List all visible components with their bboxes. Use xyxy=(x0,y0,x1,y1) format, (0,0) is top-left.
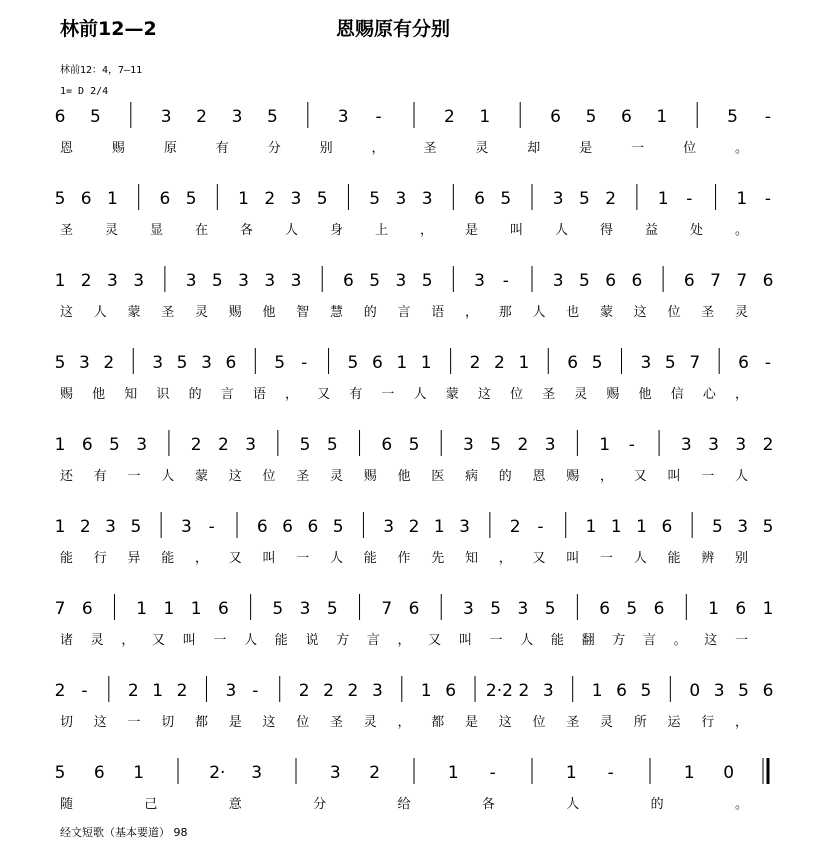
note: 3 xyxy=(160,107,172,127)
note: 5 xyxy=(738,681,750,701)
note: 3 xyxy=(181,517,192,537)
note: 1 xyxy=(599,435,611,455)
note: 1 xyxy=(163,599,175,619)
note: 5 xyxy=(316,189,328,209)
note: 3 xyxy=(337,107,349,127)
note: 1 xyxy=(447,763,459,783)
note: 5 xyxy=(272,599,284,619)
note: 7 xyxy=(54,599,66,619)
note: 6 xyxy=(93,763,105,783)
lyrics-line: 恩赐原有分别，圣灵却是一位。 xyxy=(60,141,748,156)
note: 3 xyxy=(640,353,652,373)
note: 3 xyxy=(544,435,556,455)
note: 2 xyxy=(103,353,115,373)
note: 3 xyxy=(290,271,302,291)
note: 1 xyxy=(479,107,491,127)
note: 1 xyxy=(585,517,597,537)
note: 2· xyxy=(209,763,226,783)
note: 6 xyxy=(343,271,354,291)
note: 5 xyxy=(640,681,652,701)
note: 5 xyxy=(332,517,344,537)
note: - xyxy=(764,107,772,127)
note: 2 xyxy=(79,517,91,537)
note: 2 xyxy=(127,681,139,701)
note: 3 xyxy=(383,517,395,537)
score-line xyxy=(55,676,774,730)
note: 2 xyxy=(298,681,310,701)
note: 1 xyxy=(190,599,202,619)
note: 6 xyxy=(631,271,643,291)
note: 5 xyxy=(712,517,723,537)
score-line xyxy=(55,758,768,812)
note: 3 xyxy=(78,353,90,373)
note: 6 xyxy=(225,353,237,373)
note: 1 xyxy=(565,763,577,783)
note: 5 xyxy=(89,107,101,127)
note: 2 xyxy=(347,681,359,701)
note: 3 xyxy=(231,107,243,127)
note: 3 xyxy=(680,435,692,455)
note: 1 xyxy=(656,107,668,127)
note: 3 xyxy=(225,681,237,701)
note: 5 xyxy=(591,353,603,373)
note: 6 xyxy=(445,681,457,701)
note: 6 xyxy=(81,435,93,455)
note: 5 xyxy=(54,189,66,209)
note: 6 xyxy=(616,681,627,701)
note: 2 xyxy=(517,435,529,455)
note: - xyxy=(301,353,308,373)
score-line xyxy=(55,512,774,566)
note: - xyxy=(764,189,772,209)
note: 5 xyxy=(274,353,286,373)
note: 5 xyxy=(211,271,223,291)
note: - xyxy=(375,107,382,127)
note: 5 xyxy=(176,353,188,373)
score-line xyxy=(55,430,774,484)
note: - xyxy=(502,271,509,291)
note: 2 xyxy=(369,763,381,783)
note: 3 xyxy=(371,681,383,701)
note: 5 xyxy=(326,599,338,619)
song-reference-title: 林前12—2 xyxy=(60,18,157,40)
note: 6 xyxy=(599,599,611,619)
note: 3 xyxy=(107,271,118,291)
note: 1 xyxy=(238,189,249,209)
note: 3 xyxy=(105,517,116,537)
note: - xyxy=(628,435,635,455)
note: 3 xyxy=(299,599,311,619)
note: 5 xyxy=(490,435,502,455)
note: 2 xyxy=(762,435,774,455)
lyrics-line: 还有一人蒙这位圣灵赐他医病的恩赐，又叫一人 xyxy=(60,469,748,484)
note: 3 xyxy=(185,271,197,291)
note: 1 xyxy=(591,681,603,701)
note: 3 xyxy=(735,435,747,455)
note: 5 xyxy=(421,271,433,291)
note: 5 xyxy=(762,517,774,537)
note: 5 xyxy=(54,763,66,783)
scripture-reference: 林前12：4，7—11 xyxy=(60,65,143,76)
note: 5 xyxy=(579,189,590,209)
note: 5 xyxy=(326,435,338,455)
note: 0 xyxy=(723,763,735,783)
note: 5 xyxy=(299,435,311,455)
note: 2·2 xyxy=(485,681,513,701)
note: - xyxy=(489,763,496,783)
note: 6 xyxy=(762,271,774,291)
note: 2 xyxy=(443,107,455,127)
note: 1 xyxy=(54,517,66,537)
score-line xyxy=(55,594,774,648)
note: 1 xyxy=(736,189,748,209)
note: 3 xyxy=(463,435,474,455)
note: 3 xyxy=(264,271,276,291)
score-line xyxy=(55,184,771,238)
note: 1 xyxy=(54,271,66,291)
note: 2 xyxy=(509,517,521,537)
note: 1 xyxy=(133,763,145,783)
note: 7 xyxy=(381,599,393,619)
note: 1 xyxy=(107,189,118,209)
note: 6 xyxy=(605,271,617,291)
note: - xyxy=(208,517,215,537)
note: 6 xyxy=(371,353,383,373)
note: 3 xyxy=(713,681,725,701)
page-footer: 经文短歌（基本要道） 98 xyxy=(60,826,188,839)
note: 3 xyxy=(708,435,719,455)
note: - xyxy=(686,189,693,209)
note: 5 xyxy=(266,107,278,127)
note: 5 xyxy=(585,107,597,127)
note: 2 xyxy=(190,435,202,455)
lyrics-line: 诸灵，又叫一人能说方言，又叫一人能翻方言。这一 xyxy=(60,633,749,648)
note: 3 xyxy=(517,599,529,619)
note: 1 xyxy=(610,517,622,537)
note: 6 xyxy=(620,107,632,127)
note: 5 xyxy=(369,189,381,209)
note: 3 xyxy=(329,763,341,783)
note: 6 xyxy=(661,517,673,537)
note: 5 xyxy=(54,353,66,373)
note: 6 xyxy=(81,599,93,619)
note: 2 xyxy=(494,353,505,373)
note: 5 xyxy=(664,353,676,373)
lyrics-line: 随己意分给各人的。 xyxy=(60,797,748,812)
note: 3 xyxy=(737,517,749,537)
note: 6 xyxy=(408,599,420,619)
note: 2 xyxy=(323,681,334,701)
note: 6 xyxy=(683,271,695,291)
note: 5 xyxy=(500,189,512,209)
note: 3 xyxy=(395,189,407,209)
note: 1 xyxy=(636,517,647,537)
note: - xyxy=(252,681,259,701)
note: 3 xyxy=(542,681,554,701)
note: 6 xyxy=(54,107,66,127)
note: 2 xyxy=(264,189,276,209)
note: 5 xyxy=(544,599,556,619)
note: 6 xyxy=(550,107,562,127)
note: 3 xyxy=(552,271,564,291)
note: 5 xyxy=(490,599,502,619)
key-signature: 1= D 2/4 xyxy=(60,86,109,97)
note: 6 xyxy=(738,353,750,373)
note: 3 xyxy=(238,271,249,291)
note: 5 xyxy=(185,189,197,209)
note: - xyxy=(764,353,772,373)
note: 2 xyxy=(518,681,530,701)
note: 3 xyxy=(552,189,564,209)
note: 7 xyxy=(689,353,701,373)
note: 2 xyxy=(80,271,92,291)
note: 2 xyxy=(217,435,229,455)
note: 3 xyxy=(152,353,164,373)
lyrics-line: 圣灵显在各人身上，是叫人得益处。 xyxy=(60,223,748,238)
note: 7 xyxy=(710,271,721,291)
note: 1 xyxy=(657,189,669,209)
lyrics-line: 切这一切都是这位圣灵，都是这位圣灵所运行， xyxy=(60,715,748,730)
note: 3 xyxy=(474,271,485,291)
note: 1 xyxy=(420,681,432,701)
note: 3 xyxy=(133,271,145,291)
note: 1 xyxy=(518,353,530,373)
note: - xyxy=(81,681,88,701)
note: 2 xyxy=(176,681,188,701)
note: 5 xyxy=(347,353,359,373)
note: 6 xyxy=(282,517,293,537)
note: 1 xyxy=(396,353,408,373)
note: - xyxy=(537,517,544,537)
note: 1 xyxy=(136,599,148,619)
note: 2 xyxy=(54,681,66,701)
note: 5 xyxy=(408,435,420,455)
note: 1 xyxy=(762,599,774,619)
note: 6 xyxy=(381,435,393,455)
note: 1 xyxy=(433,517,445,537)
note: 1 xyxy=(708,599,719,619)
note: 3 xyxy=(251,763,263,783)
note: 5 xyxy=(109,435,120,455)
note: 2 xyxy=(196,107,208,127)
note: 6 xyxy=(735,599,747,619)
note: 6 xyxy=(256,517,268,537)
note: 6 xyxy=(762,681,774,701)
note: 5 xyxy=(727,107,739,127)
note: 6 xyxy=(567,353,579,373)
note: 3 xyxy=(201,353,212,373)
note: 7 xyxy=(736,271,748,291)
score-line xyxy=(55,266,774,320)
note: 5 xyxy=(130,517,142,537)
note: 3 xyxy=(245,435,257,455)
note: - xyxy=(607,763,614,783)
note: 6 xyxy=(653,599,665,619)
note: 5 xyxy=(369,271,381,291)
lyrics-line: 赐他知识的言语，又有一人蒙这位圣灵赐他信心， xyxy=(60,387,749,402)
lyrics-line: 这人蒙圣灵赐他智慧的言语，那人也蒙这位圣灵 xyxy=(60,305,748,320)
note: 1 xyxy=(152,681,164,701)
note: 3 xyxy=(421,189,433,209)
note: 3 xyxy=(459,517,470,537)
note: 0 xyxy=(689,681,701,701)
note: 6 xyxy=(474,189,485,209)
note: 1 xyxy=(420,353,432,373)
note: 2 xyxy=(408,517,420,537)
note: 1 xyxy=(683,763,695,783)
song-title: 恩赐原有分别 xyxy=(336,18,451,40)
score-line xyxy=(55,102,771,156)
lyrics-line: 能行异能，又叫一人能作先知，又叫一人能辨别 xyxy=(60,551,748,566)
note: 3 xyxy=(395,271,407,291)
note: 1 xyxy=(54,435,66,455)
note: 3 xyxy=(463,599,474,619)
note: 5 xyxy=(579,271,590,291)
note: 3 xyxy=(136,435,148,455)
note: 6 xyxy=(217,599,229,619)
note: 5 xyxy=(626,599,638,619)
note: 6 xyxy=(80,189,92,209)
note: 6 xyxy=(307,517,319,537)
note: 2 xyxy=(605,189,617,209)
note: 6 xyxy=(159,189,171,209)
note: 2 xyxy=(469,353,481,373)
note: 3 xyxy=(290,189,302,209)
score-line xyxy=(55,348,771,402)
